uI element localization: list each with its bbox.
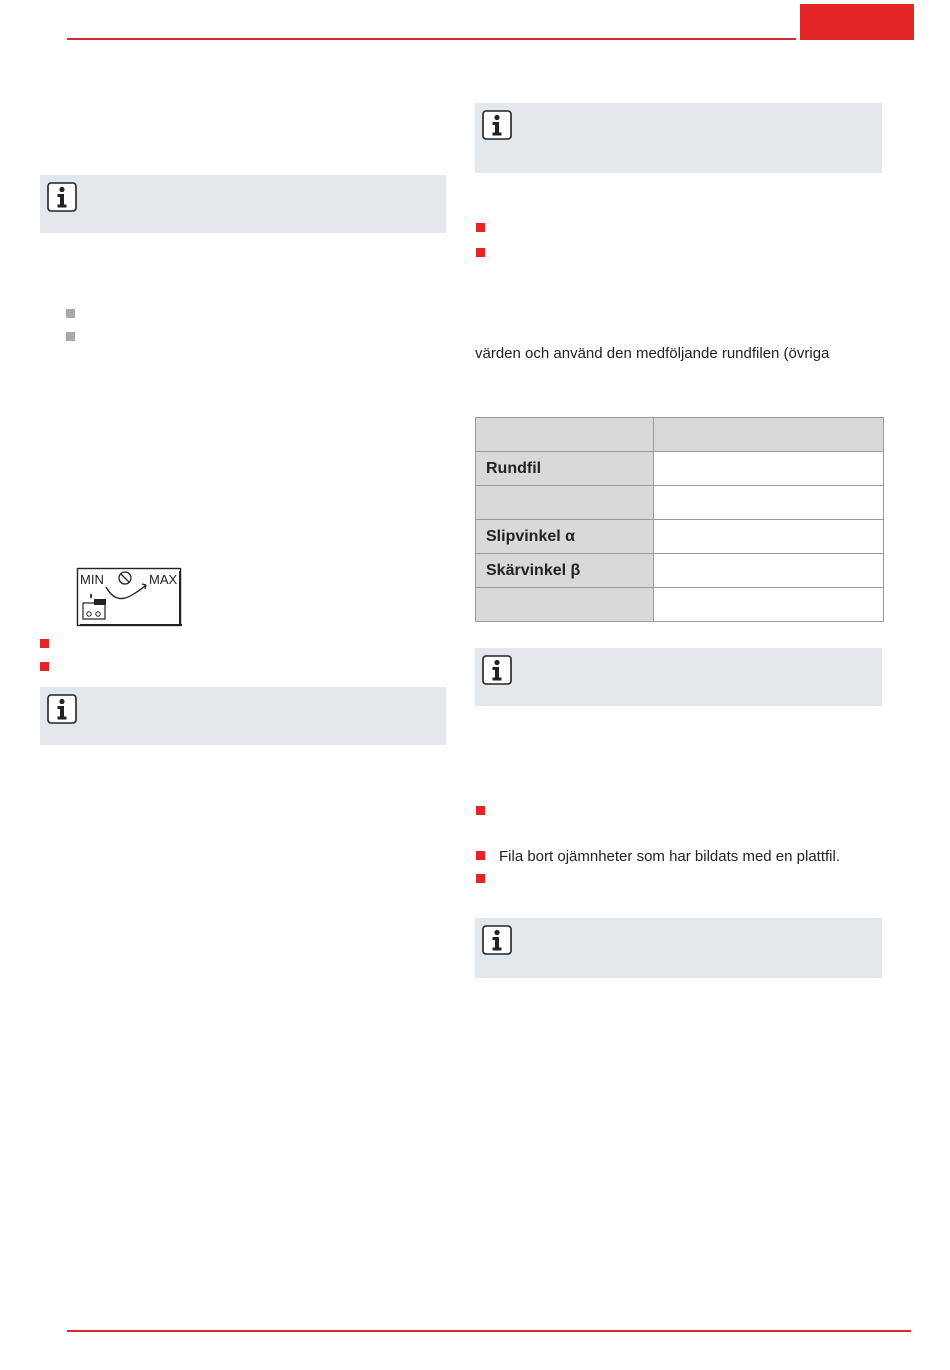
info-icon (482, 925, 512, 955)
table-cell-value (654, 452, 884, 486)
table-cell-value (654, 588, 884, 622)
gray-square-bullet (66, 309, 75, 318)
table-cell-label (476, 418, 654, 452)
info-box-left-2 (40, 687, 446, 745)
oil-max-label: MAX (149, 572, 178, 587)
body-text-line: Fila bort ojämnheter som har bildats med en plattfil. (499, 848, 840, 865)
table-cell-label: Slipvinkel α (476, 520, 654, 554)
oil-min-label: MIN (80, 572, 104, 587)
oil-pump-adjust-icon (76, 567, 182, 627)
red-square-bullet (476, 806, 485, 815)
red-square-bullet (476, 223, 485, 232)
table-cell-label (476, 588, 654, 622)
table-row (476, 418, 884, 452)
info-box-left-1 (40, 175, 446, 233)
table-row (476, 554, 884, 588)
info-icon (482, 110, 512, 140)
info-box-right-1 (475, 103, 882, 173)
red-square-bullet (476, 248, 485, 257)
red-square-bullet (40, 662, 49, 671)
info-box-right-2 (475, 648, 882, 706)
table-cell-label (476, 486, 654, 520)
table-cell-label: Rundfil (476, 452, 654, 486)
table-cell-value (654, 486, 884, 520)
table-cell-value (654, 418, 884, 452)
body-text-line: värden och använd den medföljande rundfilen (övriga (475, 345, 830, 362)
info-icon (47, 182, 77, 212)
spec-table (475, 417, 884, 622)
info-box-right-3 (475, 918, 882, 978)
table-cell-label: Skärvinkel β (476, 554, 654, 588)
table-cell-value (654, 554, 884, 588)
info-icon (482, 655, 512, 685)
red-square-bullet (476, 851, 485, 860)
table-row (476, 486, 884, 520)
red-square-bullet (40, 639, 49, 648)
gray-square-bullet (66, 332, 75, 341)
footer-rule (67, 1330, 911, 1332)
info-icon (47, 694, 77, 724)
table-row (476, 588, 884, 622)
header-rule (67, 38, 796, 40)
header-tab (800, 4, 914, 40)
table-row (476, 520, 884, 554)
table-row (476, 452, 884, 486)
table-cell-value (654, 520, 884, 554)
red-square-bullet (476, 874, 485, 883)
